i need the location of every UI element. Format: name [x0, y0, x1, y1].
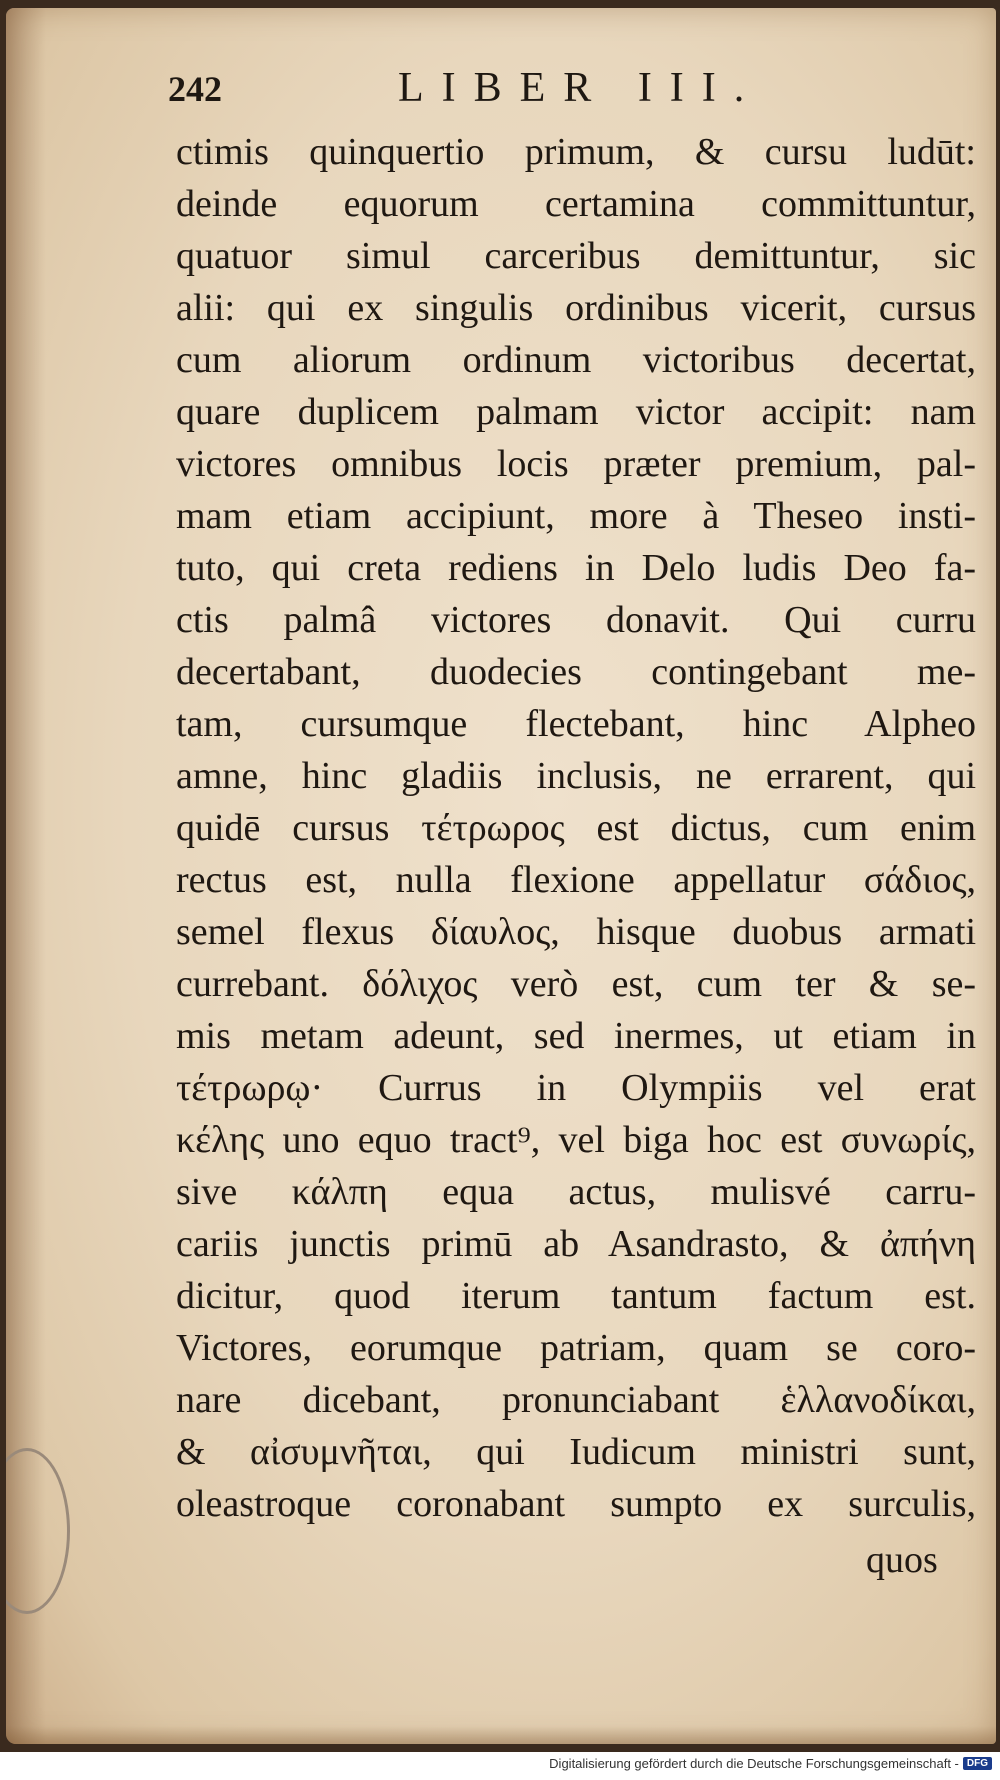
- text-line: ctimis quinquertio primum, & cursu ludūt:: [176, 131, 976, 173]
- page-header: [168, 60, 768, 120]
- text-line: semel flexus δίαυλος, hisque duobus armati: [176, 911, 976, 953]
- text-line: mam etiam accipiunt, more à Theseo insti-: [176, 495, 976, 537]
- text-line: cariis junctis primū ab Asandrasto, & ἀπήνη: [176, 1223, 976, 1265]
- text-line: deinde equorum certamina committuntur,: [176, 183, 976, 225]
- text-line: quidē cursus τέτρωρος est dictus, cum enim: [176, 807, 976, 849]
- text-line: tuto, qui creta rediens in Delo ludis Deo fa-: [176, 547, 976, 589]
- text-line: decertabant, duodecies contingebant me-: [176, 651, 976, 693]
- text-line: dicitur, quod iterum tantum factum est.: [176, 1275, 976, 1317]
- catchword: quos: [866, 1539, 938, 1581]
- book-page: [6, 8, 996, 1744]
- text-line: alii: qui ex singulis ordinibus vicerit, cursus: [176, 287, 976, 329]
- text-line: rectus est, nulla flexione appellatur σάδιος,: [176, 859, 976, 901]
- text-line: quare duplicem palmam victor accipit: nam: [176, 391, 976, 433]
- body-text: [176, 126, 976, 1530]
- text-line: sive κάλπη equa actus, mulisvé carru-: [176, 1171, 976, 1213]
- text-line: Victores, eorumque patriam, quam se coro-: [176, 1327, 976, 1369]
- text-line: victores omnibus locis præter premium, pal-: [176, 443, 976, 485]
- digitization-credit: [549, 1752, 992, 1774]
- credit-text: Digitalisierung gefördert durch die Deutsche Forschungsgemeinschaft -: [549, 1755, 959, 1771]
- binding-thread: [6, 1448, 70, 1614]
- text-line: cum aliorum ordinum victoribus decertat,: [176, 339, 976, 381]
- text-line: mis metam adeunt, sed inermes, ut etiam in: [176, 1015, 976, 1057]
- text-line: κέλης uno equo tract⁹, vel biga hoc est συνωρίς,: [176, 1119, 976, 1161]
- text-line: oleastroque coronabant sumpto ex surculis,: [176, 1483, 976, 1525]
- dfg-logo-icon: DFG: [963, 1757, 992, 1770]
- page-number: 242: [168, 69, 222, 109]
- text-line: & αἰσυμνῆται, qui Iudicum ministri sunt,: [176, 1431, 976, 1473]
- text-line: nare dicebant, pronunciabant ἑλλανοδίκαι,: [176, 1379, 976, 1421]
- text-line: amne, hinc gladiis inclusis, ne errarent, qui: [176, 755, 976, 797]
- text-line: tam, cursumque flectebant, hinc Alpheo: [176, 703, 976, 745]
- text-line: currebant. δόλιχος verò est, cum ter & se-: [176, 963, 976, 1005]
- text-line: ctis palmâ victores donavit. Qui curru: [176, 599, 976, 641]
- text-line: quatuor simul carceribus demittuntur, sic: [176, 235, 976, 277]
- running-head: LIBER III.: [398, 65, 763, 111]
- text-line: τέτρωρῳ· Currus in Olympiis vel erat: [176, 1067, 976, 1109]
